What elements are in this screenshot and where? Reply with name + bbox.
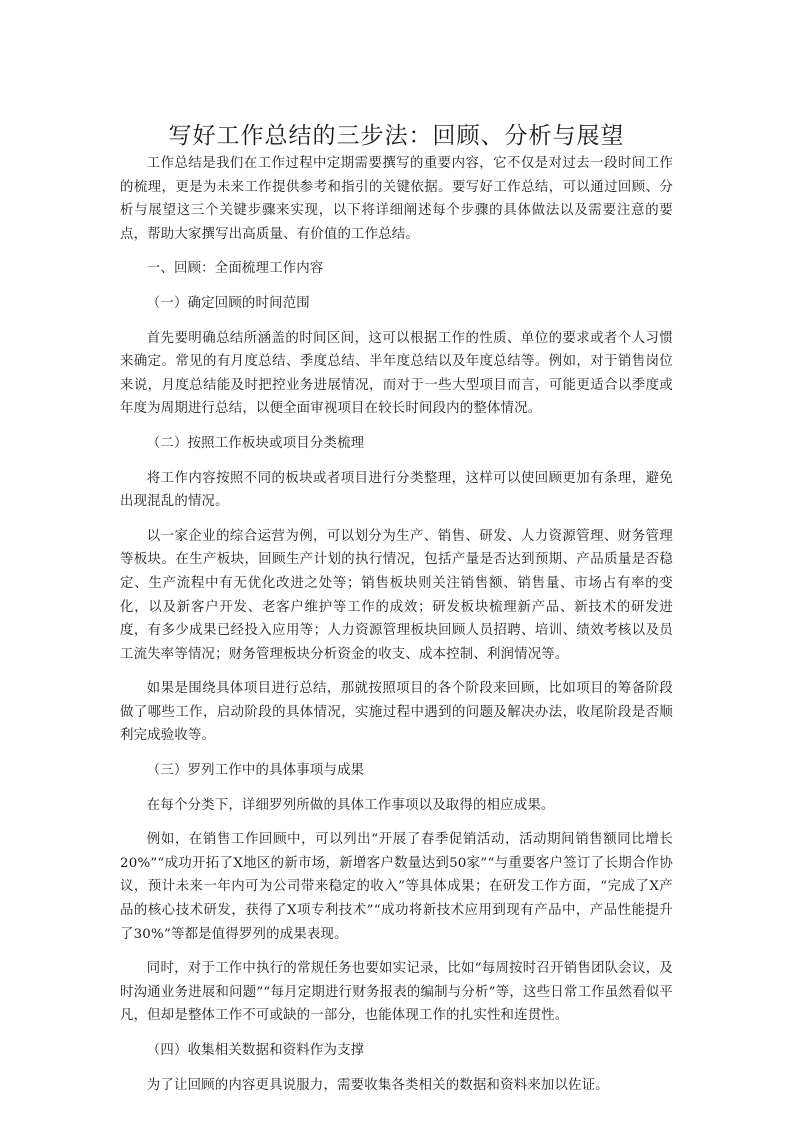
- body-paragraph: 首先要明确总结所涵盖的时间区间，这可以根据工作的性质、单位的要求或者个人习惯来确定。常见的有月度总结、季度总结、半年度总结以及年度总结等。例如，对于销售岗位来说，月度总结能及时把控业务进展情况，而对于一些大型项目而言，可能更适合以季度或年度为周期进行总结，以便全面审视项目在较长时间段内的整体情况。: [120, 330, 673, 417]
- document-title: 写好工作总结的三步法：回顾、分析与展望: [168, 123, 625, 149]
- body-paragraph: 在每个分类下，详细罗列所做的具体工作事项以及取得的相应成果。: [146, 797, 555, 813]
- subsection-heading: （二）按照工作板块或项目分类梳理: [146, 435, 365, 451]
- body-paragraph: 例如，在销售工作回顾中，可以列出“开展了春季促销活动，活动期间销售额同比增长20%”“成功开拓了X地区的新市场，新增客户数量达到50家”“与重要客户签订了长期合作协议，预计未来一年内可为公司带来稳定的收入”等具体成果；在研发工作方面，“完成了X产品的核心技术研发，获得了X项专利技术”“成功将新技术应用到现有产品中，产品性能提升了30%”等都是值得罗列的成果表现。: [120, 832, 673, 942]
- intro-paragraph: 工作总结是我们在工作过程中定期需要撰写的重要内容，它不仅是对过去一段时间工作的梳理，更是为未来工作提供参考和指引的关键依据。要写好工作总结，可以通过回顾、分析与展望这三个关键步骤来实现，以下将详细阐述每个步骤的具体做法以及需要注意的要点，帮助大家撰写出高质量、有价值的工作总结。: [120, 156, 673, 242]
- subsection-heading: （四）收集相关数据和资料作为支撑: [146, 1043, 365, 1058]
- subsection-heading: （一）确定回顾的时间范围: [146, 295, 310, 311]
- subsection-heading: （三）罗列工作中的具体事项与成果: [146, 763, 365, 779]
- section-heading: 一、回顾：全面梳理工作内容: [146, 261, 324, 277]
- document-body: [120, 152, 673, 1108]
- body-paragraph: 将工作内容按照不同的板块或者项目进行分类整理，这样可以使回顾更加有条理，避免出现混乱的情况。: [120, 470, 673, 510]
- body-paragraph: 为了让回顾的内容更具说服力，需要收集各类相关的数据和资料来加以佐证。: [146, 1077, 609, 1093]
- body-paragraph: 以一家企业的综合运营为例，可以划分为生产、销售、研发、人力资源管理、财务管理等板块。在生产板块，回顾生产计划的执行情况，包括产量是否达到预期、产品质量是否稳定、生产流程中有无优化改进之处等；销售板块则关注销售额、销售量、市场占有率的变化，以及新客户开发、老客户维护等工作的成效；研发板块梳理新产品、新技术的研发进度，有多少成果已经投入应用等；人力资源管理板块回顾人员招聘、培训、绩效考核以及员工流失率等情况；财务管理板块分析资金的收支、成本控制、利润情况等。: [120, 528, 673, 662]
- body-paragraph: 如果是围绕具体项目进行总结，那就按照项目的各个阶段来回顾，比如项目的筹备阶段做了哪些工作，启动阶段的具体情况，实施过程中遇到的问题及解决办法，收尾阶段是否顺利完成验收等。: [120, 681, 673, 744]
- body-paragraph: 同时，对于工作中执行的常规任务也要如实记录，比如“每周按时召开销售团队会议，及时沟通业务进展和问题”“每月定期进行财务报表的编制与分析”等，这些日常工作虽然看似平凡，但却是整体工作不可或缺的一部分，也能体现工作的扎实性和连贯性。: [120, 961, 673, 1024]
